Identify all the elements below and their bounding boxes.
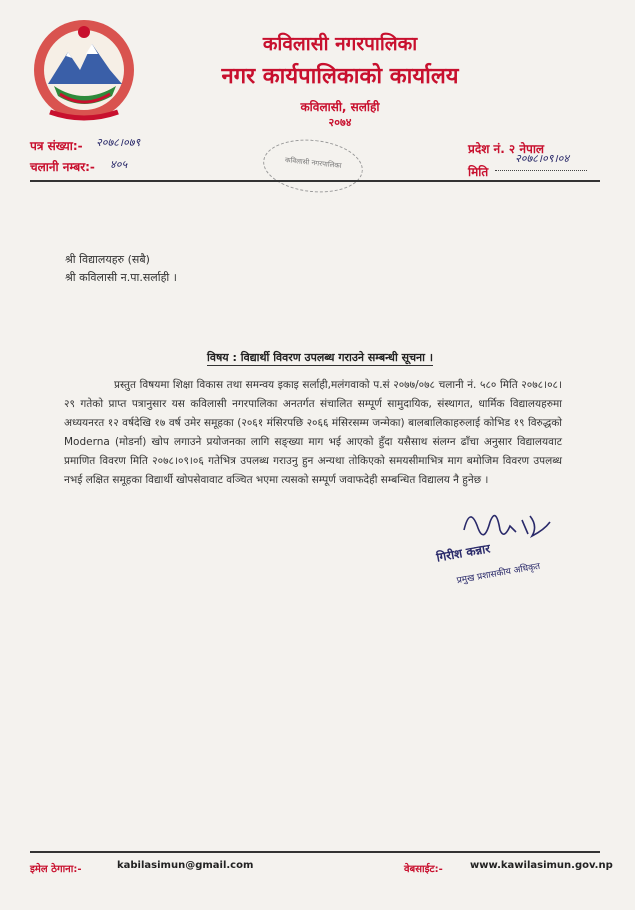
footer-divider	[30, 851, 600, 853]
reference-number-value: २०७८।०७९	[96, 136, 141, 149]
signer-name: गिरीश कन्नार	[435, 541, 492, 565]
dispatch-number-label: चलानी नम्बर:-	[30, 160, 95, 174]
subject-line	[140, 350, 500, 365]
stamp-text: कविलासी नगरपालिका	[284, 156, 342, 170]
recipient-line: श्री कविलासी न.पा.सर्लाही ।	[65, 271, 177, 284]
date-label: मिति	[468, 165, 489, 179]
establishment-year: २०७४	[328, 116, 352, 129]
province-label: प्रदेश नं. २ नेपाल	[468, 142, 545, 156]
office-name: नगर कार्यपालिकाको कार्यालय	[221, 64, 459, 89]
date-dotted-line	[495, 170, 587, 171]
office-address: कविलासी, सर्लाही	[300, 100, 380, 114]
date-value: २०७८।०९।०४	[515, 152, 570, 165]
signer-title: प्रमुख प्रशासकीय अधिकृत	[456, 561, 541, 587]
email-label: इमेल ठेगाना:-	[30, 864, 82, 875]
website-link[interactable]: www.kawilasimun.gov.np	[470, 860, 613, 871]
office-stamp	[261, 135, 366, 197]
subject-text: विषय : विद्यार्थी विवरण उपलब्ध गराउने सम्बन्धी सूचना ।	[206, 351, 434, 364]
dispatch-number-value: ४०५	[110, 158, 128, 171]
organization-name: कविलासी नगरपालिका	[262, 33, 418, 55]
nepal-emblem-icon	[30, 14, 138, 126]
header-divider	[30, 180, 600, 182]
website-label: वेबसाईट:-	[404, 864, 443, 875]
email-address[interactable]: kabilasimun@gmail.com	[117, 860, 254, 871]
recipient-line: श्री विद्यालयहरु (सबै)	[65, 253, 150, 266]
letter-body: प्रस्तुत विषयमा शिक्षा विकास तथा समन्वय इकाइ सर्लाही,मलंगवाको प.सं २०७७/०७८ चलानी नं. ५८० मिति २०७८।०८।२९ गतेको प्राप्त पत्रानुसार यस कविलासी नगरपालिका अनतर्गत संचालित सम्पूर्ण सामुदायिक, संस्थागत, धार्मिक विद्यालयहरुमा अध्ययनरत १२ वर्षदेखि १७ वर्ष उमेर समूहका (२०६१ मंसिरपछि २०६६ मंसिरसम्म जन्मेका) बालबालिकाहरुलाई कोभिड १९ विरुद्धको Moderna (मोडर्ना) खोप लगाउने प्रयोजनका लागि सङ्ख्या माग भई आएको हुँदा यसैसाथ संलग्न ढाँचा अनुसार विद्यालयवाट प्रमाणित विवरण मिति २०७८।०९।०६ गतेभित्र उपलब्ध गराउनु हुन अन्यथा तोकिएको समयसीमाभित्र माग बमोजिम विवरण उपलब्ध नभई लक्षित समूहका विद्यार्थी खोपसेवावाट वञ्चित भएमा त्यसको सम्पूर्ण जवाफदेही सम्बन्धित विद्यालय नै हुनेछ ।	[64, 379, 562, 486]
reference-number-label: पत्र संख्या:-	[30, 139, 83, 153]
